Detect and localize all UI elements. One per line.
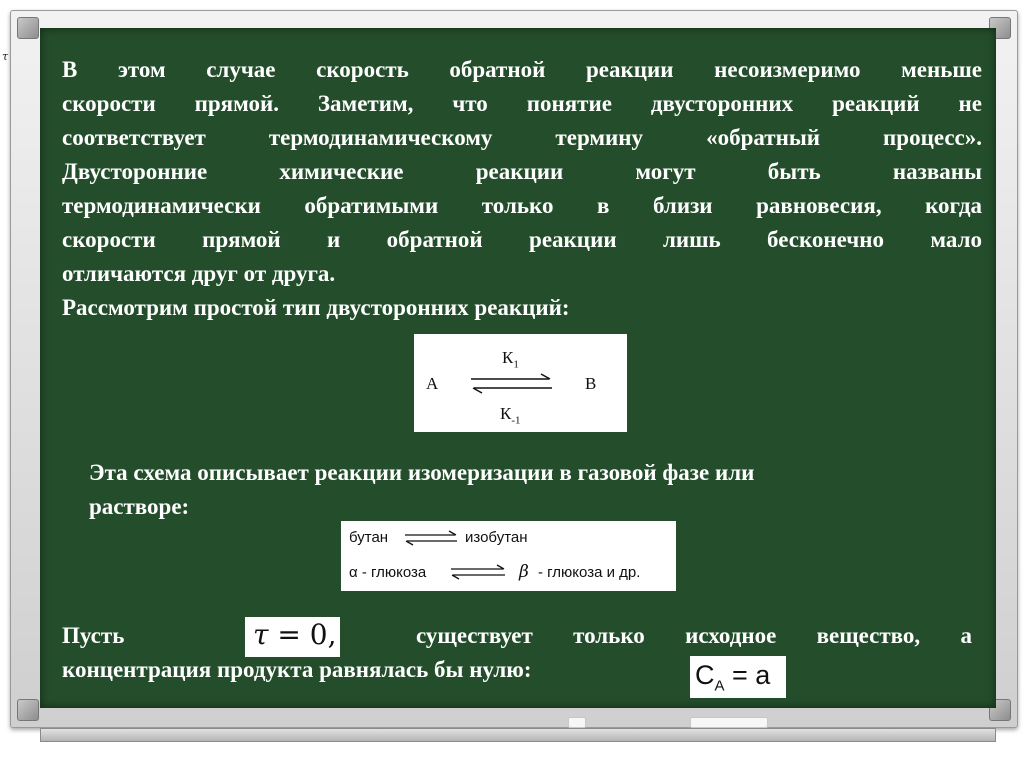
paragraph-intro-line: В этом случае скорость обратной реакции несоизмеримо меньше [62, 57, 982, 82]
chalk-tray [40, 728, 996, 742]
example-alpha-glucose: α - глюкоза [349, 564, 427, 581]
equilibrium-arrows-icon [449, 564, 507, 580]
paragraph-intro-line: скорости прямой. Заметим, что понятие двусторонних реакций не [62, 91, 982, 116]
paragraph-isomerization-line: Эта схема описывает реакции изомеризации в газовой фазе или [89, 460, 755, 485]
reaction-scheme [414, 334, 627, 432]
paragraph-intro-line: Двусторонние химические реакции могут быть названы [62, 159, 982, 184]
equilibrium-arrows-icon [469, 372, 554, 396]
paragraph-let-rest: существует только исходное вещество, а [416, 623, 972, 648]
paragraph-intro-line: отличаются друг от друга. [62, 261, 336, 286]
equilibrium-arrows-icon [403, 530, 459, 546]
paragraph-intro-line: соответствует термодинамическому термину «обратный процесс». [62, 125, 982, 150]
ca-equals-a: = a [724, 660, 771, 690]
frame-corner-top-left [17, 17, 39, 39]
ca-symbol: C [695, 660, 715, 690]
formula-tau-zero [245, 617, 340, 657]
eraser [690, 717, 768, 728]
frame-corner-bottom-left [17, 699, 39, 721]
tau-equals-zero: = 0, [268, 618, 337, 651]
example-beta-symbol: β [519, 562, 529, 582]
ca-subscript: A [714, 677, 725, 695]
species-a: А [426, 374, 439, 393]
paragraph-intro [62, 53, 982, 291]
paragraph-intro-line: термодинамически обратимыми только в близи равновесия, когда [62, 193, 982, 218]
page-corner-mark: τ [2, 50, 9, 63]
paragraph-simple-type: Рассмотрим простой тип двусторонних реакций: [62, 295, 570, 320]
example-butane: бутан [349, 529, 389, 546]
species-b: В [585, 374, 597, 393]
paragraph-let-line2: концентрация продукта равнялась бы нулю: [62, 657, 532, 682]
formula-ca-equals-a [690, 656, 786, 698]
isomerization-examples [341, 521, 676, 591]
paragraph-intro-line: скорости прямой и обратной реакции лишь бесконечно мало [62, 227, 982, 252]
word-let: Пусть [62, 623, 125, 648]
tau-symbol: τ [253, 618, 269, 651]
reverse-rate-constant: $К_{-1}$ [500, 404, 521, 427]
paragraph-isomerization-line: растворе: [89, 494, 190, 519]
paragraph-isomerization [89, 456, 929, 524]
chalk-piece [568, 717, 586, 728]
example-isobutane: изобутан [465, 529, 528, 546]
forward-rate-constant: $К_1$ [502, 348, 519, 371]
example-beta-glucose: - глюкоза и др. [538, 564, 641, 581]
